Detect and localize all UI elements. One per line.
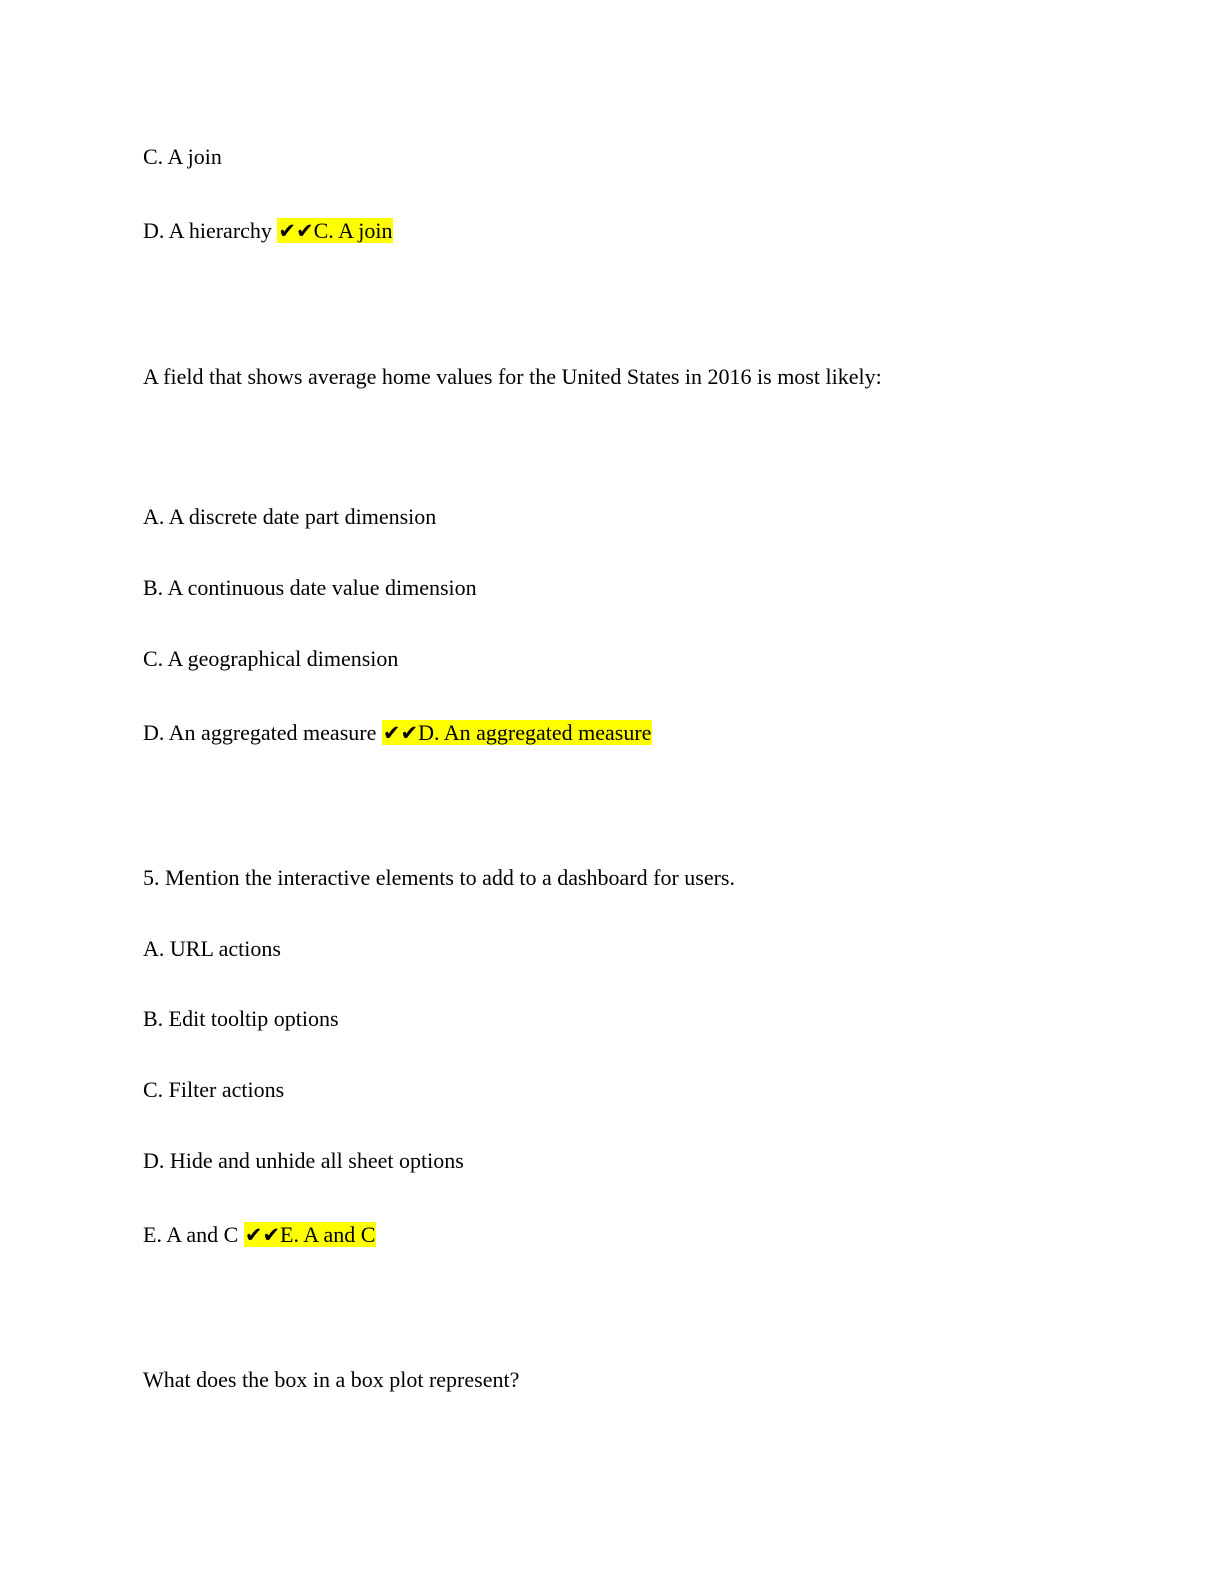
question-interactive-elements xyxy=(143,864,735,892)
line-text: D. A hierarchy xyxy=(143,218,272,243)
line-text: A. A discrete date part dimension xyxy=(143,504,437,529)
line-text: D. An aggregated measure xyxy=(143,720,377,745)
line-text: A field that shows average home values for the United States in 2016 is most likely: xyxy=(143,364,882,389)
option-d-hide-unhide xyxy=(143,1147,464,1175)
line-text: E. A and C xyxy=(143,1222,239,1247)
answer-highlight xyxy=(244,1222,377,1247)
option-c-geographical xyxy=(143,645,398,673)
question-box-plot xyxy=(143,1366,519,1394)
option-a-url xyxy=(143,935,281,963)
line-text: What does the box in a box plot represent? xyxy=(143,1367,520,1392)
line-text: 5. Mention the interactive elements to add to a dashboard for users. xyxy=(143,865,735,890)
answer-text: D. An aggregated measure xyxy=(418,720,652,745)
option-d-aggregated xyxy=(143,719,652,747)
double-check-icon: ✔✔ xyxy=(278,219,314,243)
double-check-icon: ✔✔ xyxy=(244,1223,281,1247)
option-c-filter xyxy=(143,1076,284,1104)
double-check-icon: ✔✔ xyxy=(382,721,419,745)
line-text: B. Edit tooltip options xyxy=(143,1006,339,1031)
answer-highlight xyxy=(382,720,653,745)
question-home-values xyxy=(143,363,882,391)
option-e-a-and-c xyxy=(143,1221,376,1249)
option-a-discrete xyxy=(143,503,436,531)
option-b-continuous xyxy=(143,574,477,602)
answer-text: C. A join xyxy=(313,218,393,243)
line-text: B. A continuous date value dimension xyxy=(143,575,477,600)
line-text: C. A join xyxy=(143,144,222,169)
line-text: D. Hide and unhide all sheet options xyxy=(143,1148,464,1173)
option-c-join xyxy=(143,143,222,171)
answer-text: E. A and C xyxy=(280,1222,376,1247)
answer-highlight xyxy=(277,218,393,243)
option-d-hierarchy xyxy=(143,217,393,245)
line-text: C. A geographical dimension xyxy=(143,646,399,671)
line-text: A. URL actions xyxy=(143,936,281,961)
option-b-tooltip xyxy=(143,1005,339,1033)
line-text: C. Filter actions xyxy=(143,1077,285,1102)
